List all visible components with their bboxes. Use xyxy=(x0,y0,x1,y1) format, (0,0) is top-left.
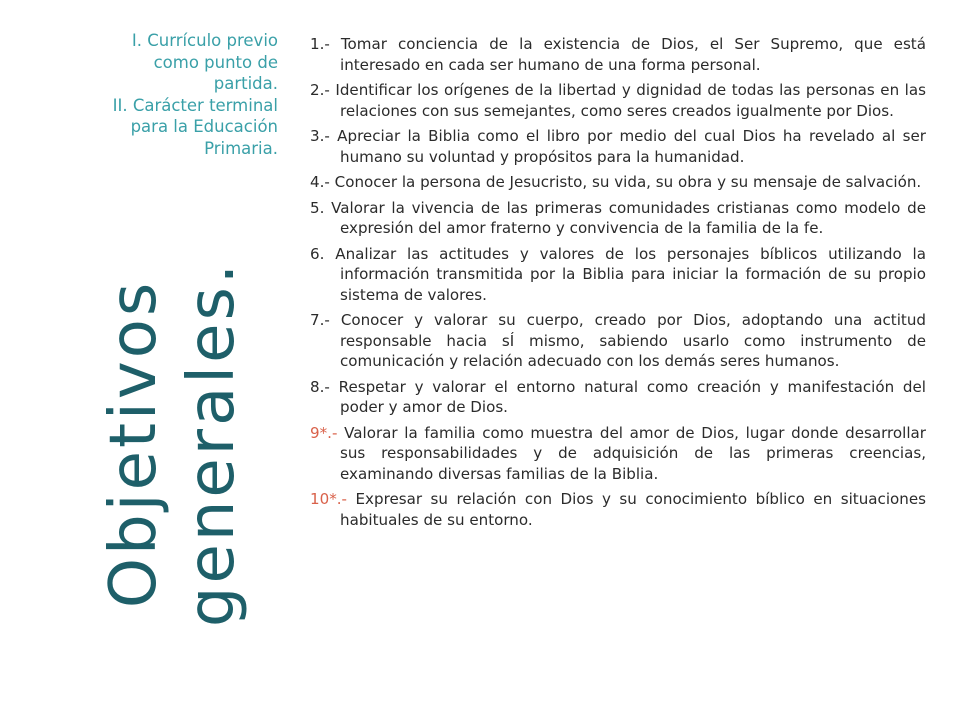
objective-number: 6. xyxy=(310,244,325,263)
objective-text: Conocer y valorar su cuerpo, creado por Dios, adoptando una actitud responsable hacia sÍ mismo, sabiendo usarlo como instrumento de comunicación y relación adecuado con los demás seres humanos. xyxy=(340,311,926,370)
objective-number: 2.- xyxy=(310,81,330,99)
objective-number: 1.- xyxy=(310,35,330,53)
subtitle-line: II. Carácter terminal xyxy=(112,95,278,115)
subtitle xyxy=(60,30,278,159)
objective-item xyxy=(310,489,926,530)
subtitle-line: Primaria. xyxy=(204,138,278,158)
objective-number: 8.- xyxy=(310,377,330,396)
objective-text: Valorar la vivencia de las primeras comunidades cristianas como modelo de expresión del amor fraterno y convivencia de la familia de la fe. xyxy=(331,198,926,237)
objective-text: Tomar conciencia de la existencia de Dios, el Ser Supremo, que está interesado en cada ser humano de una forma personal. xyxy=(340,35,926,74)
objective-text: Respetar y valorar el entorno natural como creación y manifestación del poder y amor de Dios. xyxy=(338,377,926,416)
subtitle-line: I. Currículo previo xyxy=(131,31,278,50)
objective-item xyxy=(310,377,926,418)
objective-item xyxy=(310,34,926,75)
objective-item xyxy=(310,172,926,193)
objective-number: 3.- xyxy=(310,127,330,145)
subtitle-line: para la Educación xyxy=(130,117,278,136)
objectives-list xyxy=(310,34,926,535)
objective-text: Apreciar la Biblia como el libro por medio del cual Dios ha revelado al ser humano su voluntad y propósitos para la humanidad. xyxy=(337,127,926,166)
objective-text: Conocer la persona de Jesucristo, su vida, su obra y su mensaje de salvación. xyxy=(334,173,922,191)
objective-item xyxy=(310,423,926,485)
objective-number: 10*.- xyxy=(310,490,347,508)
objective-item xyxy=(310,310,926,372)
page-title-line: generales. xyxy=(175,260,249,628)
objective-number: 9*.- xyxy=(310,423,338,442)
objective-item xyxy=(310,80,926,121)
objective-text: Valorar la familia como muestra del amor de Dios, lugar donde desarrollar sus responsabilidades y de adquisición de las primeras creencias, examinando diversas familias de la Biblia. xyxy=(340,423,926,483)
objective-text: Analizar las actitudes y valores de los personajes bíblicos utilizando la información transmitida por la Biblia para iniciar la formación de su propio sistema de valores. xyxy=(335,244,926,304)
objective-text: Expresar su relación con Dios y su conocimiento bíblico en situaciones habituales de su entorno. xyxy=(340,490,926,529)
page-title xyxy=(95,261,251,627)
title-panel xyxy=(0,0,290,720)
objective-number: 7.- xyxy=(310,311,330,329)
objective-item xyxy=(310,198,926,239)
objective-text: Identificar los orígenes de la libertad y dignidad de todas las personas en las relaciones con sus semejantes, como seres creados igualmente por Dios. xyxy=(335,81,926,120)
subtitle-line: como punto de xyxy=(153,52,278,72)
page-title-line: Objetivos xyxy=(97,279,171,609)
objective-item xyxy=(310,126,926,167)
objective-number: 4.- xyxy=(310,173,330,191)
objective-item xyxy=(310,244,926,306)
subtitle-line: partida. xyxy=(213,74,278,93)
objective-number: 5. xyxy=(310,198,325,217)
